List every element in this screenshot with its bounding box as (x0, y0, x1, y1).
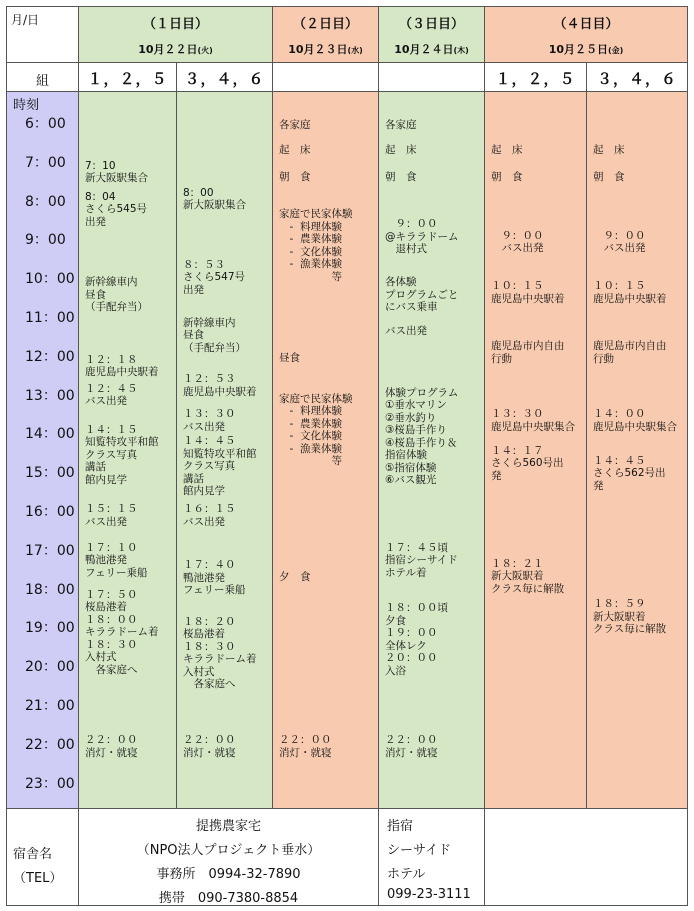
schedule-event: 新幹線車内 昼食 （手配弁当） (183, 316, 246, 354)
group-cell-d1a (78, 62, 177, 92)
day1-title: （１日目） (142, 17, 208, 32)
day2-date: 10月２３日(水) (288, 43, 363, 56)
schedule-event: ２２：００ 消灯・就寝 (85, 734, 138, 759)
col-d4-g346 (586, 91, 688, 809)
lodging-empty-cell (484, 808, 688, 906)
day2-title: （２日目） (292, 17, 358, 32)
time-slot: 14：00 (25, 426, 75, 443)
schedule-event: ９：００ @キララドーム 退村式 (385, 218, 459, 255)
schedule-event: １７：１０ 鴨池港発 フェリー乗船 (85, 541, 148, 579)
day1-header (78, 6, 273, 63)
day3-header (378, 6, 485, 63)
day4-title: （４日目） (553, 17, 619, 32)
schedule-event: １７：４０ 鴨池港発 フェリー乗船 (183, 559, 246, 597)
schedule-event: 夕 食 (279, 571, 311, 584)
schedule-event: １３：３０ バス出発 (183, 408, 236, 433)
schedule-event: 体験プログラム ①垂水マリン ②垂水釣り ③桜島手作り ④桜島手作り＆ 指宿体験 ⑤指宿体験 ⑥バス観光 (385, 386, 459, 487)
lodging-tel-label: （TEL） (13, 871, 63, 886)
schedule-event: 朝 食 (279, 171, 311, 184)
hotel-line-4: 099-23-3111 (387, 887, 471, 902)
schedule-event: 家庭で民家体験 - 料理体験 - 農業体験 - 文化体験 - 漁業体験 等 (279, 208, 353, 283)
schedule-event: ８：５３ さくら547号 出発 (183, 258, 246, 296)
schedule-event: 昼食 (279, 351, 300, 364)
group-d4-b: ３，４，６ (596, 70, 677, 88)
time-slot: 8：00 (25, 193, 66, 210)
schedule-event: ２２：００ 消灯・就寝 (279, 734, 332, 759)
corner-label: 月/日 (11, 13, 40, 27)
schedule-event: 7：10 新大阪駅集合 (85, 159, 148, 185)
schedule-event: ９：００ バス出発 (603, 229, 646, 255)
lodging-hotel-cell (378, 808, 485, 906)
time-slot: 6：00 (25, 116, 66, 132)
farm-line-4: 携帯 090-7380-8854 (158, 891, 299, 906)
group-cell-d2 (272, 62, 379, 92)
col-d3 (378, 91, 485, 809)
hotel-line-1: 指宿 (387, 819, 414, 834)
schedule-event: バス出発 (385, 324, 427, 337)
schedule-event: 起 床 (491, 144, 523, 157)
group-cell-d4b (586, 62, 688, 92)
schedule-event: １３：３０ 鹿児島中央駅集合 (491, 408, 575, 433)
schedule-event: １７：５０ 桜島港着 １８：００ キララドーム着 １８：３０ 入村式 各家庭へ (85, 588, 159, 676)
farm-line-2: （NPO法人プロジェクト垂水） (136, 843, 321, 858)
group-d1-a: １，２，５ (87, 70, 168, 88)
time-slot: 23：00 (25, 775, 75, 792)
schedule-event: 家庭で民家体験 - 料理体験 - 農業体験 - 文化体験 - 漁業体験 等 (279, 392, 353, 468)
time-slot: 15：00 (25, 465, 75, 482)
farm-line-1: 提携農家宅 (195, 819, 261, 834)
schedule-event: ９：００ バス出発 (501, 229, 544, 255)
schedule-event: 起 床 (385, 144, 417, 157)
schedule-event: 8：00 新大阪駅集合 (183, 186, 246, 212)
schedule-event: １０：１５ 鹿児島中央駅着 (491, 280, 565, 305)
schedule-event: 新幹線車内 昼食 （手配弁当） (85, 276, 148, 314)
time-slot: 12：00 (25, 348, 75, 365)
time-slot: 17：00 (25, 542, 75, 559)
day4-date: 10月２５日(金) (548, 43, 624, 56)
time-slot: 18：00 (25, 581, 75, 598)
schedule-event: 各体験 プログラムごと にバス乗車 (385, 276, 459, 314)
schedule-event: 起 床 (279, 144, 311, 157)
schedule-table (6, 6, 688, 906)
schedule-event: １４：１７ さくら560号出 発 (491, 444, 564, 482)
group-cell-d1b (176, 62, 273, 92)
schedule-event: 朝 食 (385, 171, 417, 184)
time-slot: 10：00 (25, 271, 75, 288)
schedule-event: １４：４５ さくら562号出 発 (593, 454, 666, 492)
schedule-event: ２２：００ 消灯・就寝 (385, 734, 438, 759)
schedule-event: 8：04 さくら545号 出発 (85, 190, 148, 228)
time-slot: 19：00 (25, 620, 75, 637)
schedule-event: 朝 食 (593, 171, 625, 184)
hotel-line-2: シーサイド (387, 843, 452, 858)
schedule-event: １８：５９ 新大阪駅着 クラス毎に解散 (593, 598, 667, 636)
time-slot: 22：00 (25, 736, 75, 753)
group-label-cell (6, 62, 79, 92)
time-slot: 13：00 (25, 387, 75, 404)
time-column (6, 91, 79, 809)
time-label: 時刻 (13, 98, 40, 113)
col-d2 (272, 91, 379, 809)
col-d1-g346 (176, 91, 273, 809)
day2-header (272, 6, 379, 63)
group-d1-b: ３，４，６ (184, 70, 265, 88)
col-d4-g125 (484, 91, 587, 809)
lodging-farm-cell (78, 808, 379, 906)
schedule-event: １６：１５ バス出発 (183, 503, 236, 528)
schedule-event: 鹿児島市内自由 行動 (491, 340, 565, 365)
day1-date: 10月２２日(火) (138, 43, 213, 56)
schedule-event: １０：１５ 鹿児島中央駅着 (593, 280, 667, 305)
schedule-event: ２２：００ 消灯・就寝 (183, 734, 236, 759)
schedule-event: １２：５３ 鹿児島中央駅着 (183, 373, 257, 398)
schedule-event: １８：００頃 夕食 １９：００ 全体レク ２０：００ 入浴 (385, 602, 448, 677)
schedule-event: 各家庭 (385, 119, 417, 132)
schedule-event: １８：２１ 新大阪駅着 クラス毎に解散 (491, 557, 565, 595)
corner-cell (6, 6, 79, 63)
schedule-event: 朝 食 (491, 171, 523, 184)
schedule-event: 起 床 (593, 144, 625, 157)
schedule-event: 各家庭 (279, 119, 311, 132)
time-slot: 7：00 (25, 154, 66, 171)
schedule-event: １５：１５ バス出発 (85, 503, 138, 528)
day3-date: 10月２４日(木) (394, 43, 469, 56)
time-slot: 11：00 (25, 310, 75, 326)
time-slot: 16：00 (25, 504, 75, 520)
lodging-label: 宿舎名 (13, 847, 53, 862)
farm-line-3: 事務所 0994-32-7890 (156, 867, 301, 882)
group-cell-d4a (484, 62, 587, 92)
lodging-label-cell (6, 808, 79, 906)
group-cell-d3 (378, 62, 485, 92)
schedule-event: １２：４５ バス出発 (85, 382, 138, 408)
col-d1-g125 (78, 91, 177, 809)
schedule-event: １２：１８ 鹿児島中央駅着 (85, 353, 159, 379)
time-slot: 20：00 (25, 659, 75, 676)
schedule-event: １４：００ 鹿児島中央駅集合 (593, 408, 677, 433)
hotel-line-3: ホテル (387, 867, 426, 882)
schedule-event: １４：４５ 知覧特攻平和館 クラス写真 講話 館内見学 (183, 435, 257, 498)
schedule-event: １４：１５ 知覧特攻平和館 クラス写真 講話 館内見学 (85, 423, 159, 486)
time-slot: 9：00 (25, 232, 66, 249)
schedule-event: １７：４５頃 指宿シーサイド ホテル着 (385, 541, 458, 579)
day4-header (484, 6, 688, 63)
schedule-event: １８：２０ 桜島港着 １８：３０ キララドーム着 入村式 各家庭へ (183, 615, 257, 691)
group-label: 組 (35, 74, 49, 89)
schedule-event: 鹿児島市内自由 行動 (593, 340, 667, 365)
time-slot: 21：00 (25, 698, 75, 714)
group-d4-a: １，２，５ (495, 70, 576, 88)
day3-title: （３日目） (398, 17, 464, 32)
